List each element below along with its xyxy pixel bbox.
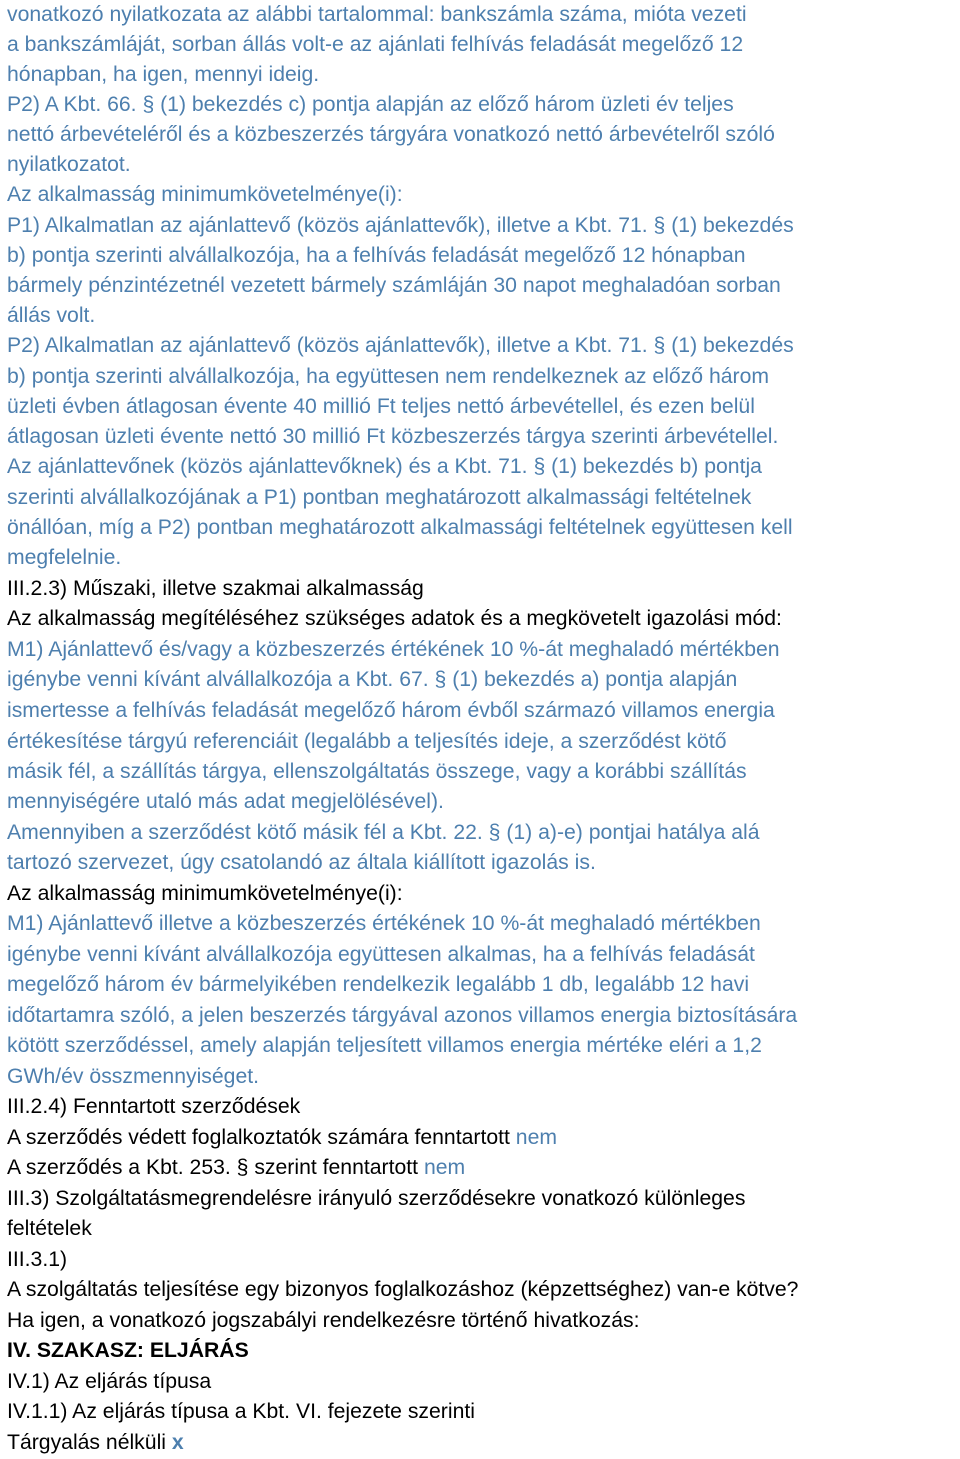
- text-line: szerinti alvállalkozójának a P1) pontban meghatározott alkalmassági feltételnek: [7, 486, 752, 509]
- text-fragment: A szerződés védett foglalkoztatók számára fenntartott: [7, 1126, 510, 1149]
- text-fragment: Tárgyalás nélküli: [7, 1431, 166, 1454]
- checkbox-mark: x: [171, 1431, 184, 1454]
- text-line: időtartamra szóló, a jelen beszerzés tárgyával azonos villamos energia biztosítására: [7, 1004, 798, 1027]
- text-line: ismertesse a felhívás feladását megelőző három évből származó villamos energia: [7, 699, 775, 722]
- text-line: A szolgáltatás teljesítése egy bizonyos foglalkozáshoz (képzettséghez) van-e kötve?: [7, 1278, 799, 1301]
- text-line: igénybe venni kívánt alvállalkozója együttesen alkalmas, ha a felhívás feladását: [7, 943, 755, 966]
- section-title: IV. SZAKASZ: ELJÁRÁS: [7, 1339, 249, 1362]
- text-line: P1) Alkalmatlan az ajánlattevő (közös ajánlattevők), illetve a Kbt. 71. § (1) bekezdés: [7, 214, 794, 237]
- text-line: vonatkozó nyilatkozata az alábbi tartalommal: bankszámla száma, mióta vezeti: [7, 3, 747, 26]
- procedure-type-line: [7, 1428, 184, 1458]
- text-line: nyilatkozatot.: [7, 153, 131, 176]
- text-line: Az ajánlattevőnek (közös ajánlattevőknek) és a Kbt. 71. § (1) bekezdés b) pontja: [7, 455, 762, 478]
- text-line: feltételek: [7, 1217, 92, 1240]
- text-line: P2) Alkalmatlan az ajánlattevő (közös ajánlattevők), illetve a Kbt. 71. § (1) bekezdés: [7, 334, 794, 357]
- text-line: megelőző három év bármelyikében rendelkezik legalább 1 db, legalább 12 havi: [7, 973, 750, 996]
- text-line: M1) Ajánlattevő illetve a közbeszerzés értékének 10 %-át meghaladó mértékben: [7, 912, 761, 935]
- text-line: M1) Ajánlattevő és/vagy a közbeszerzés értékének 10 %-át meghaladó mértékben: [7, 638, 780, 661]
- text-line: hónapban, ha igen, mennyi ideig.: [7, 63, 320, 86]
- text-line: Az alkalmasság minimumkövetelménye(i):: [7, 882, 403, 905]
- text-line: b) pontja szerinti alvállalkozója, ha a felhívás feladását megelőző 12 hónapban: [7, 244, 746, 267]
- text-line: nettó árbevételéről és a közbeszerzés tárgyára vonatkozó nettó árbevételről szóló: [7, 123, 775, 146]
- section-heading: IV.1.1) Az eljárás típusa a Kbt. VI. fejezete szerinti: [7, 1400, 475, 1423]
- text-line: b) pontja szerinti alvállalkozója, ha együttesen nem rendelkeznek az előző három: [7, 365, 770, 388]
- text-line: üzleti évben átlagosan évente 40 millió Ft teljes nettó árbevétellel, és ezen belül: [7, 395, 755, 418]
- text-line: tartozó szervezet, úgy csatolandó az általa kiállított igazolás is.: [7, 851, 596, 874]
- text-line: Ha igen, a vonatkozó jogszabályi rendelkezésre történő hivatkozás:: [7, 1309, 640, 1332]
- section-heading: IV.1) Az eljárás típusa: [7, 1370, 212, 1393]
- section-heading: III.2.3) Műszaki, illetve szakmai alkalmasság: [7, 577, 424, 600]
- text-line: bármely pénzintézetnél vezetett bármely számláján 30 napot meghaladóan sorban: [7, 274, 781, 297]
- text-line: igénybe venni kívánt alvállalkozója a Kbt. 67. § (1) bekezdés a) pontja alapján: [7, 668, 738, 691]
- section-heading: III.2.4) Fenntartott szerződések: [7, 1095, 301, 1118]
- text-line: mennyiségére utaló más adat megjelölésével).: [7, 790, 444, 813]
- text-line: állás volt.: [7, 304, 96, 327]
- text-line: Az alkalmasság megítéléséhez szükséges adatok és a megkövetelt igazolási mód:: [7, 607, 782, 630]
- answer-value: nem: [423, 1156, 466, 1179]
- text-fragment: A szerződés a Kbt. 253. § szerint fenntartott: [7, 1156, 419, 1179]
- reserved-line-2: [7, 1153, 465, 1183]
- text-line: Az alkalmasság minimumkövetelménye(i):: [7, 183, 403, 206]
- section-heading: III.3.1): [7, 1248, 68, 1271]
- text-line: Amennyiben a szerződést kötő másik fél a Kbt. 22. § (1) a)-e) pontjai hatálya alá: [7, 821, 760, 844]
- reserved-line-1: [7, 1123, 557, 1153]
- answer-value: nem: [515, 1126, 557, 1149]
- text-line: GWh/év összmennyiséget.: [7, 1065, 259, 1088]
- text-line: a bankszámláját, sorban állás volt-e az ajánlati felhívás feladását megelőző 12: [7, 33, 744, 56]
- text-line: megfelelnie.: [7, 546, 122, 569]
- section-heading: III.3) Szolgáltatásmegrendelésre irányuló szerződésekre vonatkozó különleges: [7, 1187, 746, 1210]
- text-line: P2) A Kbt. 66. § (1) bekezdés c) pontja alapján az előző három üzleti év teljes: [7, 93, 734, 116]
- text-line: értékesítése tárgyú referenciáit (legalább a teljesítés ideje, a szerződést kötő: [7, 730, 727, 753]
- text-line: önállóan, míg a P2) pontban meghatározott alkalmassági feltételnek együttesen kell: [7, 516, 793, 539]
- text-line: másik fél, a szállítás tárgya, ellenszolgáltatás összege, vagy a korábbi szállítás: [7, 760, 747, 783]
- text-line: kötött szerződéssel, amely alapján teljesített villamos energia mértéke eléri a 1,2: [7, 1034, 762, 1057]
- text-line: átlagosan üzleti évente nettó 30 millió Ft közbeszerzés tárgya szerinti árbevétellel.: [7, 425, 779, 448]
